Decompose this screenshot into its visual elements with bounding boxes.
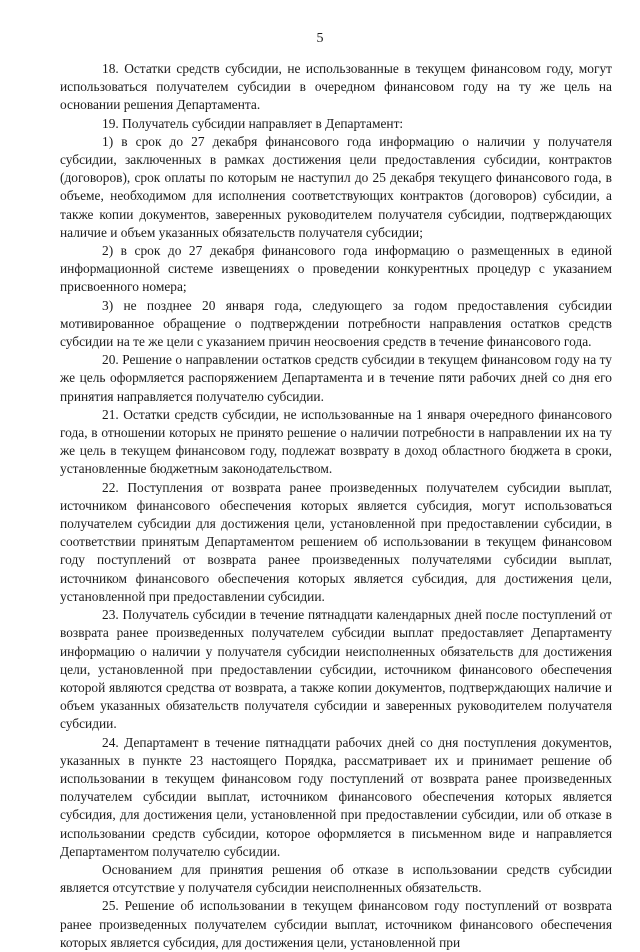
paragraph-24-refusal-basis: Основанием для принятия решения об отказе в использовании средств субсидии является отсутствие у получателя субсидии неисполненных обязательств. — [60, 861, 612, 896]
paragraph-21: 21. Остатки средств субсидии, не использованные на 1 января очередного финансового года, в отношении которых не принято решение о наличии потребности в направлении их на ту же цель в текущем финансовом году, подлежат возврату в доход областного бюджета в сроки, установленные бюджетным законодательством. — [60, 406, 612, 477]
paragraph-19: 19. Получатель субсидии направляет в Департамент: — [102, 115, 404, 131]
document-body — [60, 60, 612, 952]
paragraph-23: 23. Получатель субсидии в течение пятнадцати календарных дней после поступлений от возврата ранее произведенных получателем субсидии выплат предоставляет Департаменту информацию о наличии у получателя субсидии неисполненных обязательств для достижения цели, установленной при предоставлении субсидии, источником финансового обеспечения которой являются средства от возврата, а также копии документов, подтверждающих наличие и объем указанных обязательств получателя субсидии и заверенных руководителем получателя субсидии. — [60, 607, 612, 732]
paragraph-18: 18. Остатки средств субсидии, не использованные в текущем финансовом году, могут использоваться получателем субсидии в очередном финансовом году на ту же цель на основании решения Департамента. — [60, 61, 612, 113]
paragraph-19-item-2: 2) в срок до 27 декабря финансового года информацию о размещенных в единой информационной системе извещениях о проведении конкурентных процедур с указанием присвоенного номера; — [60, 243, 612, 295]
paragraph-25: 25. Решение об использовании в текущем финансовом году поступлений от возврата ранее произведенных получателем субсидии выплат, источником финансового обеспечения которых является субсидия, для достижения цели, установленной при — [60, 898, 612, 950]
paragraph-19-item-1: 1) в срок до 27 декабря финансового года информацию о наличии у получателя субсидии, заключенных в рамках достижения цели предоставления субсидии, контрактов (договоров), срок оплаты по которым не наступил до 25 декабря текущего финансового года, в объеме, необходимом для исполнения соответствующих контрактов (договоров) субсидии, а также копии документов, заверенных руководителем получателя субсидии, подтверждающих наличие и объем указанных обязательств получателя субсидии; — [60, 133, 612, 240]
page-number: 5 — [316, 31, 324, 46]
paragraph-20: 20. Решение о направлении остатков средств субсидии в текущем финансовом году на ту же цель оформляется распоряжением Департамента и в течение пяти рабочих дней со дня его принятия направляется получателю субсидии. — [60, 352, 612, 404]
paragraph-24: 24. Департамент в течение пятнадцати рабочих дней со дня поступления документов, указанных в пункте 23 настоящего Порядка, рассматривает их и принимает решение об использовании в текущем финансовом году поступлений от возврата ранее произведенных получателем субсидии выплат, источником финансового обеспечения которых является субсидия, для достижения цели, установленной при предоставлении субсидии, или об отказе в использовании средств субсидии, которое оформляется в письменном виде и направляется Департаментом получателю субсидии. — [60, 734, 612, 859]
paragraph-22: 22. Поступления от возврата ранее произведенных получателем субсидии выплат, источником финансового обеспечения которых является субсидия, могут использоваться получателем субсидии для достижения цели, установленной при предоставлении субсидии, в соответствии принятым Департаментом решением об использовании в текущем финансовом году поступлений от возврата ранее произведенных получателями субсидии выплат, источником финансового обеспечения которых является субсидия, для достижения цели, установленной при предоставлении субсидии. — [60, 479, 612, 604]
paragraph-19-item-3: 3) не позднее 20 января года, следующего за годом предоставления субсидии мотивированное обращение о подтверждении потребности направления остатков средств субсидии на те же цели с указанием причин неосвоения средств в течение финансового года. — [60, 297, 612, 350]
